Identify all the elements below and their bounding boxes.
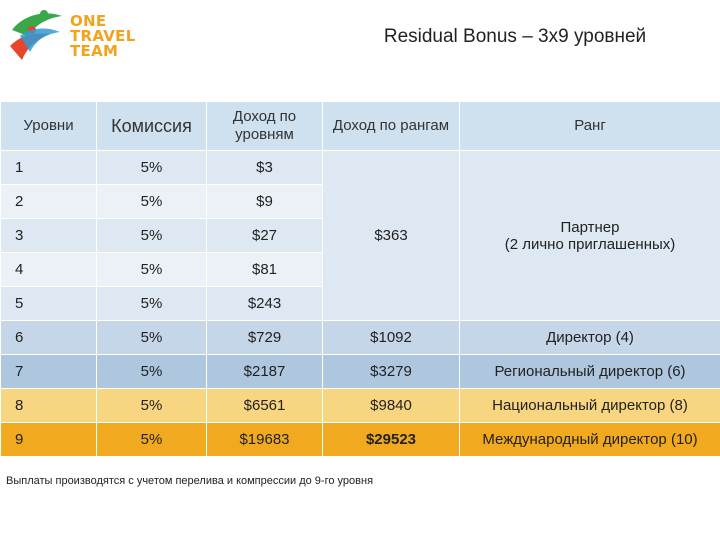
cell-level: 4 <box>1 253 97 287</box>
header-rank: Ранг <box>460 102 720 151</box>
cell-commission: 5% <box>97 389 207 423</box>
cell-income: $27 <box>207 219 323 253</box>
cell-rank: Директор (4) <box>460 321 720 355</box>
cell-rank-merged <box>460 151 720 321</box>
cell-commission: 5% <box>97 287 207 321</box>
cell-rank: Региональный директор (6) <box>460 355 720 389</box>
cell-income: $81 <box>207 253 323 287</box>
cell-rank-income: $3279 <box>323 355 460 389</box>
cell-commission: 5% <box>97 253 207 287</box>
cell-rank-income: $9840 <box>323 389 460 423</box>
cell-rank: Национальный директор (8) <box>460 389 720 423</box>
page-title: Residual Bonus – 3х9 уровней <box>383 26 647 47</box>
cell-income: $19683 <box>207 423 323 457</box>
cell-level: 1 <box>1 151 97 185</box>
cell-level: 5 <box>1 287 97 321</box>
cell-level: 9 <box>1 423 97 457</box>
cell-commission: 5% <box>97 219 207 253</box>
rank-merged-line1: Партнер <box>560 218 620 236</box>
logo-figures-icon <box>6 6 68 68</box>
cell-rank-income-merged: $363 <box>323 151 460 321</box>
cell-level: 6 <box>1 321 97 355</box>
header-levels: Уровни <box>1 102 97 151</box>
table-row <box>1 389 720 423</box>
cell-rank-income: $29523 <box>323 423 460 457</box>
cell-income: $243 <box>207 287 323 321</box>
cell-rank: Международный директор (10) <box>460 423 720 457</box>
cell-commission: 5% <box>97 185 207 219</box>
logo-text-travel: TRAVEL <box>70 27 136 45</box>
header-rank-income: Доход по рангам <box>323 102 460 151</box>
logo-text-one: ONE <box>70 12 107 30</box>
cell-commission: 5% <box>97 321 207 355</box>
cell-level: 8 <box>1 389 97 423</box>
table-row <box>1 355 720 389</box>
bonus-table <box>0 101 720 457</box>
table-row <box>1 423 720 457</box>
cell-income: $729 <box>207 321 323 355</box>
logo <box>6 6 136 68</box>
footer-note: Выплаты производятся с учетом перелива и компрессии до 9-го уровня <box>6 475 374 487</box>
cell-commission: 5% <box>97 423 207 457</box>
table-row <box>1 151 720 185</box>
table-row <box>1 321 720 355</box>
cell-commission: 5% <box>97 151 207 185</box>
cell-income: $9 <box>207 185 323 219</box>
cell-commission: 5% <box>97 355 207 389</box>
cell-income: $6561 <box>207 389 323 423</box>
rank-merged-line2: (2 лично приглашенных) <box>504 235 676 253</box>
cell-level: 7 <box>1 355 97 389</box>
cell-level: 3 <box>1 219 97 253</box>
logo-text-team: TEAM <box>70 42 119 60</box>
cell-rank-income: $1092 <box>323 321 460 355</box>
table-header-row <box>1 102 720 151</box>
cell-income: $3 <box>207 151 323 185</box>
cell-income: $2187 <box>207 355 323 389</box>
header-level-income: Доход по уровням <box>207 102 323 151</box>
header-commission: Комиссия <box>97 102 207 151</box>
cell-level: 2 <box>1 185 97 219</box>
